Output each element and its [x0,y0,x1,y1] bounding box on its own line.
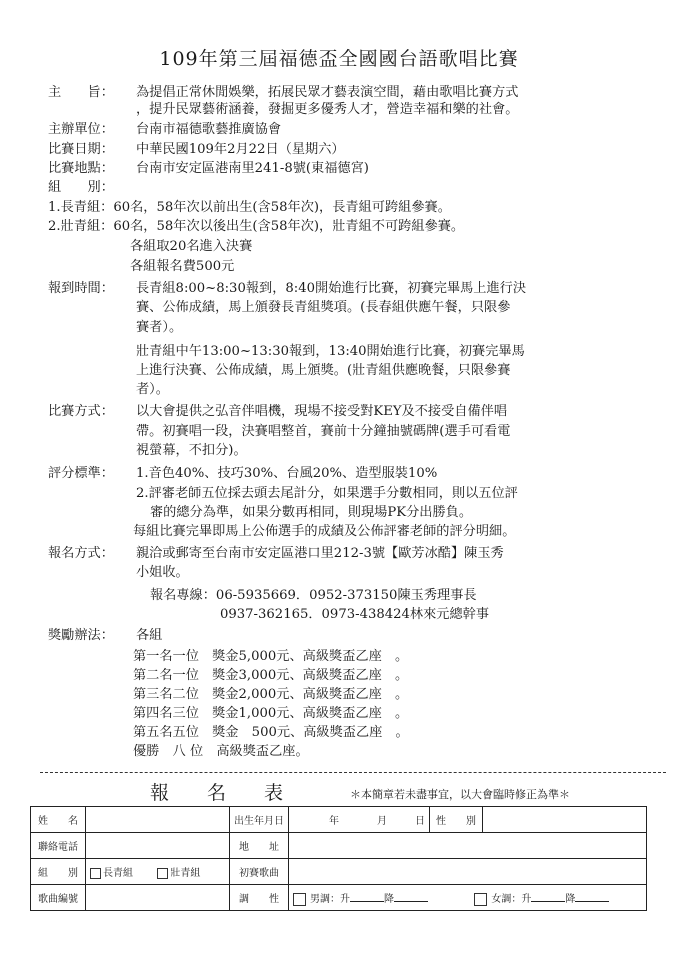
group-senior: 1.長青組：60名，58年次以前出生(含58年次)，長青組可跨組參賽。 [48,200,451,215]
group-label: 組 別 [31,859,86,885]
format-line-2: 帶。初賽唱一段，決賽唱整首，賽前十分鐘抽號碼牌(選手可看電 [136,424,511,439]
register-hotline-2: 0937-362165．0973-438424林來元總幹事 [220,607,490,622]
senior-option-label: 長青組 [103,868,133,879]
finals-note: 各組取20名進入決賽 [130,239,253,254]
birth-label: 出生年月日 [230,807,289,833]
scoring-line-2: 2.評審老師五位採去頭去尾計分，如果選手分數相同，則以五位評 [136,486,518,501]
key-label: 調 性 [230,885,289,911]
organizer-value: 台南市福德歌藝推廣協會 [136,122,282,137]
purpose-line-2: ，提升民眾藝術涵養，發掘更多優秀人才，營造幸福和樂的社會。 [136,102,519,117]
scoring-line-1: 1.音色40%、技巧30%、台風20%、造型服裝10% [136,466,438,481]
award-item: 第四名三位 獎金1,000元、高級獎盃乙座 。 [133,706,409,721]
female-flat-label: 降 [565,893,576,905]
register-label: 報名方式： [48,546,114,561]
phone-label: 聯絡電話 [31,833,86,859]
key-options [289,885,647,911]
prelim-song-label: 初賽歌曲 [230,859,289,885]
group-adult: 2.壯青組：60名，58年次以後出生(含58年次)，壯青組不可跨組參賽。 [48,219,465,234]
group-options [86,859,230,885]
checkin-adult-3: 者）。 [136,382,169,397]
year-label: 年 [329,816,339,827]
page-title: 109年第三屆福德盃全國國台語歌唱比賽 [159,48,519,70]
checkin-label: 報到時間： [48,281,114,296]
adult-checkbox[interactable] [157,868,168,879]
fee-note: 各組報名費500元 [130,259,235,274]
song-no-field[interactable] [86,885,230,911]
male-key-label: 男調：升 [310,893,350,905]
venue-value: 台南市安定區港南里241-8號(東福德宮) [136,161,369,176]
female-key-label: 女調：升 [491,893,532,905]
purpose-line-1: 為提倡正常休閒娛樂，拓展民眾才藝表演空間，藉由歌唱比賽方式 [136,85,519,100]
format-line-1: 以大會提供之弘音伴唱機，現場不接受對KEY及不接受自備伴唱 [136,404,508,419]
birth-field[interactable] [289,807,430,833]
gender-field[interactable] [483,807,647,833]
checkin-senior-2: 賽、公佈成績，馬上頒發長青組獎項。(長春組供應午餐，只限參 [136,300,511,315]
organizer-label: 主辦單位： [48,122,114,137]
checkin-senior-1: 長青組8:00~8:30報到，8:40開始進行比賽，初賽完畢馬上進行決 [136,281,527,296]
gender-label: 性 別 [430,807,483,833]
checkin-adult-2: 上進行決賽、公佈成績，馬上頒獎。(壯青組供應晚餐，只限參賽 [136,363,511,378]
female-key-checkbox[interactable] [474,893,487,906]
name-field[interactable] [86,807,230,833]
adult-option-label: 壯青組 [170,868,201,879]
register-line-2: 小姐收。 [136,565,189,580]
cut-line [40,772,666,773]
award-item: 優勝 八 位 高級獎盃乙座。 [133,744,309,759]
song-no-label: 歌曲編號 [31,885,86,911]
male-flat-label: 降 [384,893,394,905]
scoring-label: 評分標準： [48,466,114,481]
date-label: 比賽日期： [48,142,114,157]
awards-scope: 各組 [136,628,163,643]
scoring-line-4: 每組比賽完畢即馬上公佈選手的成績及公佈評審老師的評分明細。 [133,524,516,539]
form-note: ＊本簡章若未盡事宜，以大會臨時修正為準＊ [350,788,570,801]
male-flat-blank[interactable] [394,892,428,902]
senior-checkbox[interactable] [90,868,101,879]
award-item: 第三名二位 獎金2,000元、高級獎盃乙座 。 [133,687,409,702]
awards-label: 獎勵辦法： [48,628,114,643]
address-field[interactable] [289,833,647,859]
checkin-adult-1: 壯青組中午13:00~13:30報到，13:40開始進行比賽，初賽完畢馬 [136,344,525,359]
address-label: 地 址 [230,833,289,859]
venue-label: 比賽地點： [48,161,114,176]
phone-field[interactable] [86,833,230,859]
checkin-senior-3: 賽者）。 [136,320,183,335]
groups-label: 組 別： [48,180,114,195]
name-label: 姓 名 [31,807,86,833]
form-title: 報 名 表 [150,782,284,804]
date-value: 中華民國109年2月22日（星期六） [136,142,345,157]
format-line-3: 視螢幕，不扣分)。 [136,443,247,458]
month-label: 月 [377,816,387,827]
award-item: 第五名五位 獎金 500元、高級獎盃乙座 。 [133,725,409,740]
registration-form [30,806,647,911]
award-item: 第二名一位 獎金3,000元、高級獎盃乙座 。 [133,668,409,683]
day-label: 日 [415,816,425,827]
female-flat-blank[interactable] [575,892,609,902]
award-item: 第一名一位 獎金5,000元、高級獎盃乙座 。 [133,649,409,664]
male-sharp-blank[interactable] [350,892,384,902]
format-label: 比賽方式： [48,404,114,419]
female-sharp-blank[interactable] [531,892,565,902]
register-line-1: 親洽或郵寄至台南市安定區港口里212-3號【歐芳冰酷】陳玉秀 [136,546,504,561]
male-key-checkbox[interactable] [293,893,306,906]
scoring-line-3: 審的總分為準，如果分數再相同，則現場PK分出勝負。 [150,505,473,520]
register-hotline-1: 報名專線：06-5935669．0952-373150陳玉秀理事長 [150,588,477,603]
purpose-label: 主 旨： [48,85,114,100]
prelim-song-field[interactable] [289,859,647,885]
